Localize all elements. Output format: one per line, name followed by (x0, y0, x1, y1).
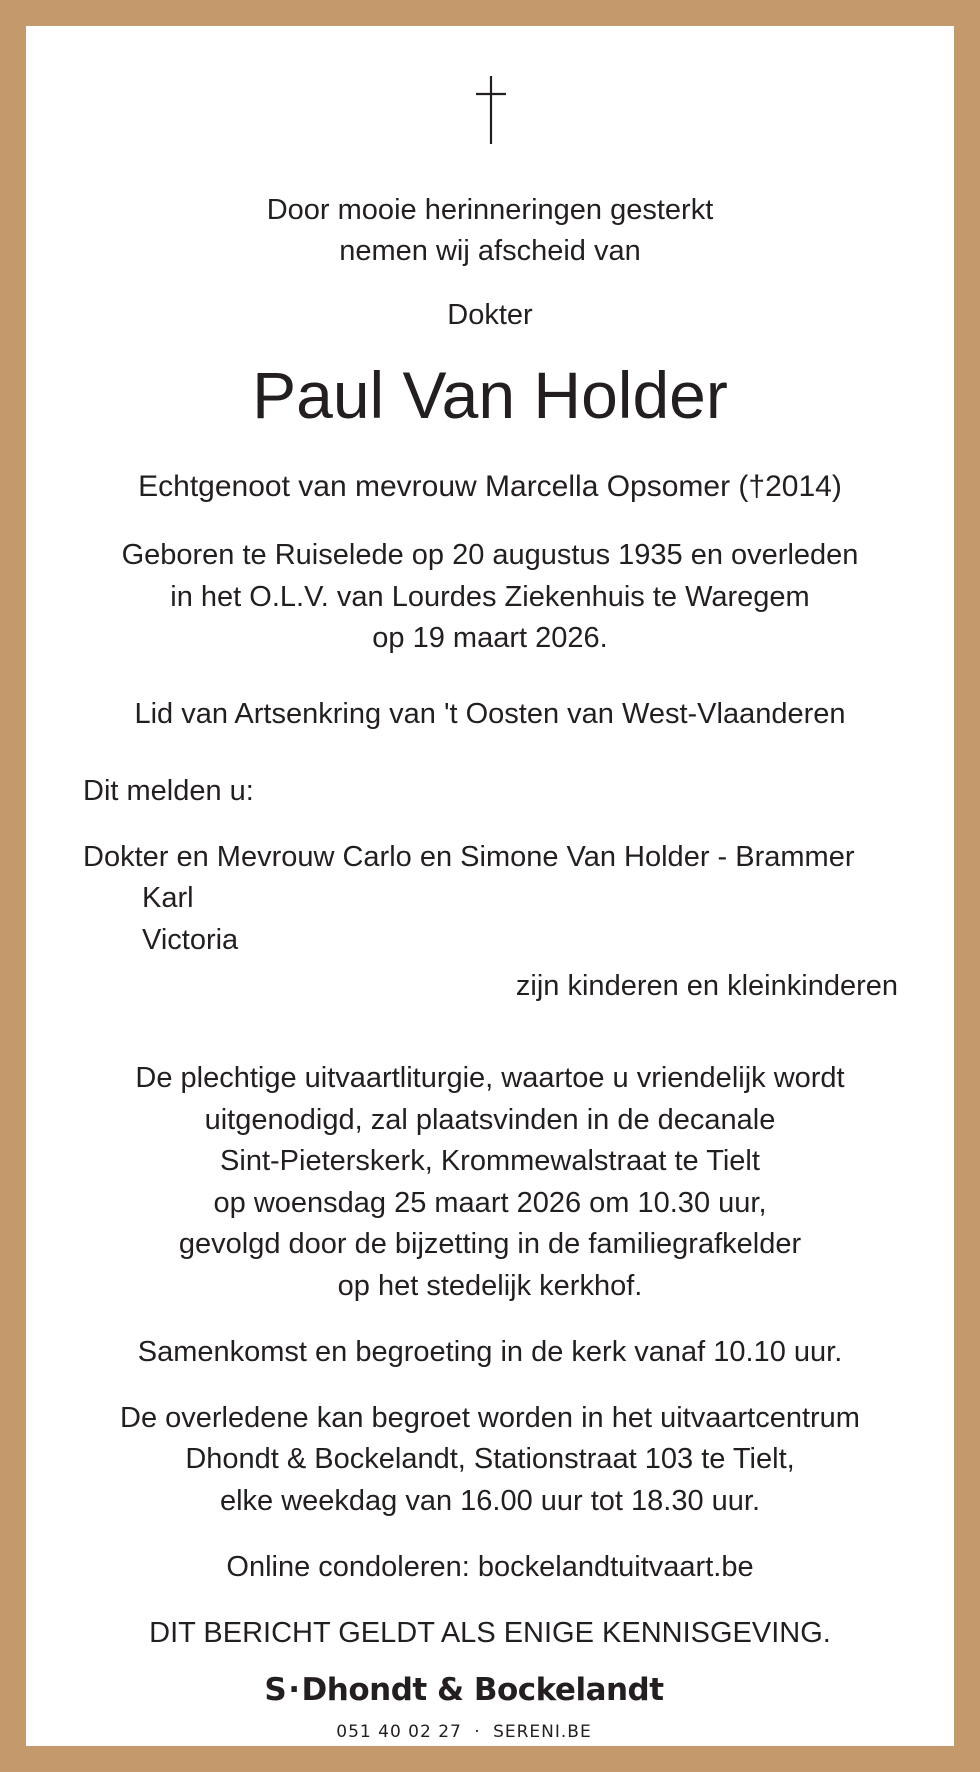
liturgy-line-5: gevolgd door de bijzetting in de familiegrafkelder (178, 1228, 802, 1260)
spouse-line: Echtgenoot van mevrouw Marcella Opsomer (†2014) (138, 470, 842, 503)
liturgy-line-4: op woensdag 25 maart 2026 om 10.30 uur, (213, 1187, 767, 1219)
online-condolence: Online condoleren: bockelandtuitvaart.be (226, 1551, 754, 1583)
liturgy-line-2: uitgenodigd, zal plaatsvinden in de decanale (204, 1104, 776, 1136)
closing-line: DIT BERICHT GELDT ALS ENIGE KENNISGEVING. (149, 1617, 831, 1649)
family-child-1: Karl (142, 882, 194, 914)
intro-line-1: Door mooie herinneringen gesterkt (266, 194, 714, 226)
liturgy-line-1: De plechtige uitvaartliturgie, waartoe u vriendelijk wordt (135, 1062, 845, 1094)
birth-line-3: op 19 maart 2026. (372, 622, 608, 654)
family-child-2: Victoria (142, 924, 239, 956)
footer-contact (245, 1722, 683, 1742)
footer-brand-block (245, 1672, 683, 1746)
footer-website: SERENI.BE (493, 1722, 592, 1742)
birth-line-2: in het O.L.V. van Lourdes Ziekenhuis te Waregem (170, 581, 810, 613)
cross-icon (473, 76, 509, 144)
visit-line-3: elke weekdag van 16.00 uur tot 18.30 uur. (219, 1485, 761, 1517)
member-line: Lid van Artsenkring van 't Oosten van West-Vlaanderen (134, 698, 846, 730)
family-relation: zijn kinderen en kleinkinderen (515, 970, 898, 1002)
liturgy-line-6: op het stedelijk kerkhof. (337, 1270, 643, 1302)
visit-line-2: Dhondt & Bockelandt, Stationstraat 103 te Tielt, (185, 1443, 795, 1475)
birth-line-1: Geboren te Ruiselede op 20 augustus 1935 en overleden (121, 539, 859, 571)
brand-name: Dhondt & Bockelandt (301, 1672, 664, 1708)
brand-separator: · (288, 1672, 300, 1708)
visit-line-1: De overledene kan begroet worden in het uitvaartcentrum (120, 1402, 860, 1434)
footer-phone: 051 40 02 27 (336, 1722, 462, 1742)
obituary-card (26, 26, 954, 1746)
announce-line: Dit melden u: (83, 775, 254, 807)
brand-prefix: S (264, 1672, 287, 1708)
intro-line-2: nemen wij afscheid van (339, 235, 641, 267)
deceased-name: Paul Van Holder (252, 358, 728, 432)
gathering-line: Samenkomst en begroeting in de kerk vanaf 10.10 uur. (137, 1336, 843, 1368)
family-line-1: Dokter en Mevrouw Carlo en Simone Van Holder - Brammer (83, 841, 855, 873)
liturgy-line-3: Sint-Pieterskerk, Krommewalstraat te Tielt (220, 1145, 760, 1177)
footer-separator: · (474, 1722, 481, 1742)
title-dokter: Dokter (447, 299, 533, 331)
brand-logo (245, 1672, 683, 1708)
